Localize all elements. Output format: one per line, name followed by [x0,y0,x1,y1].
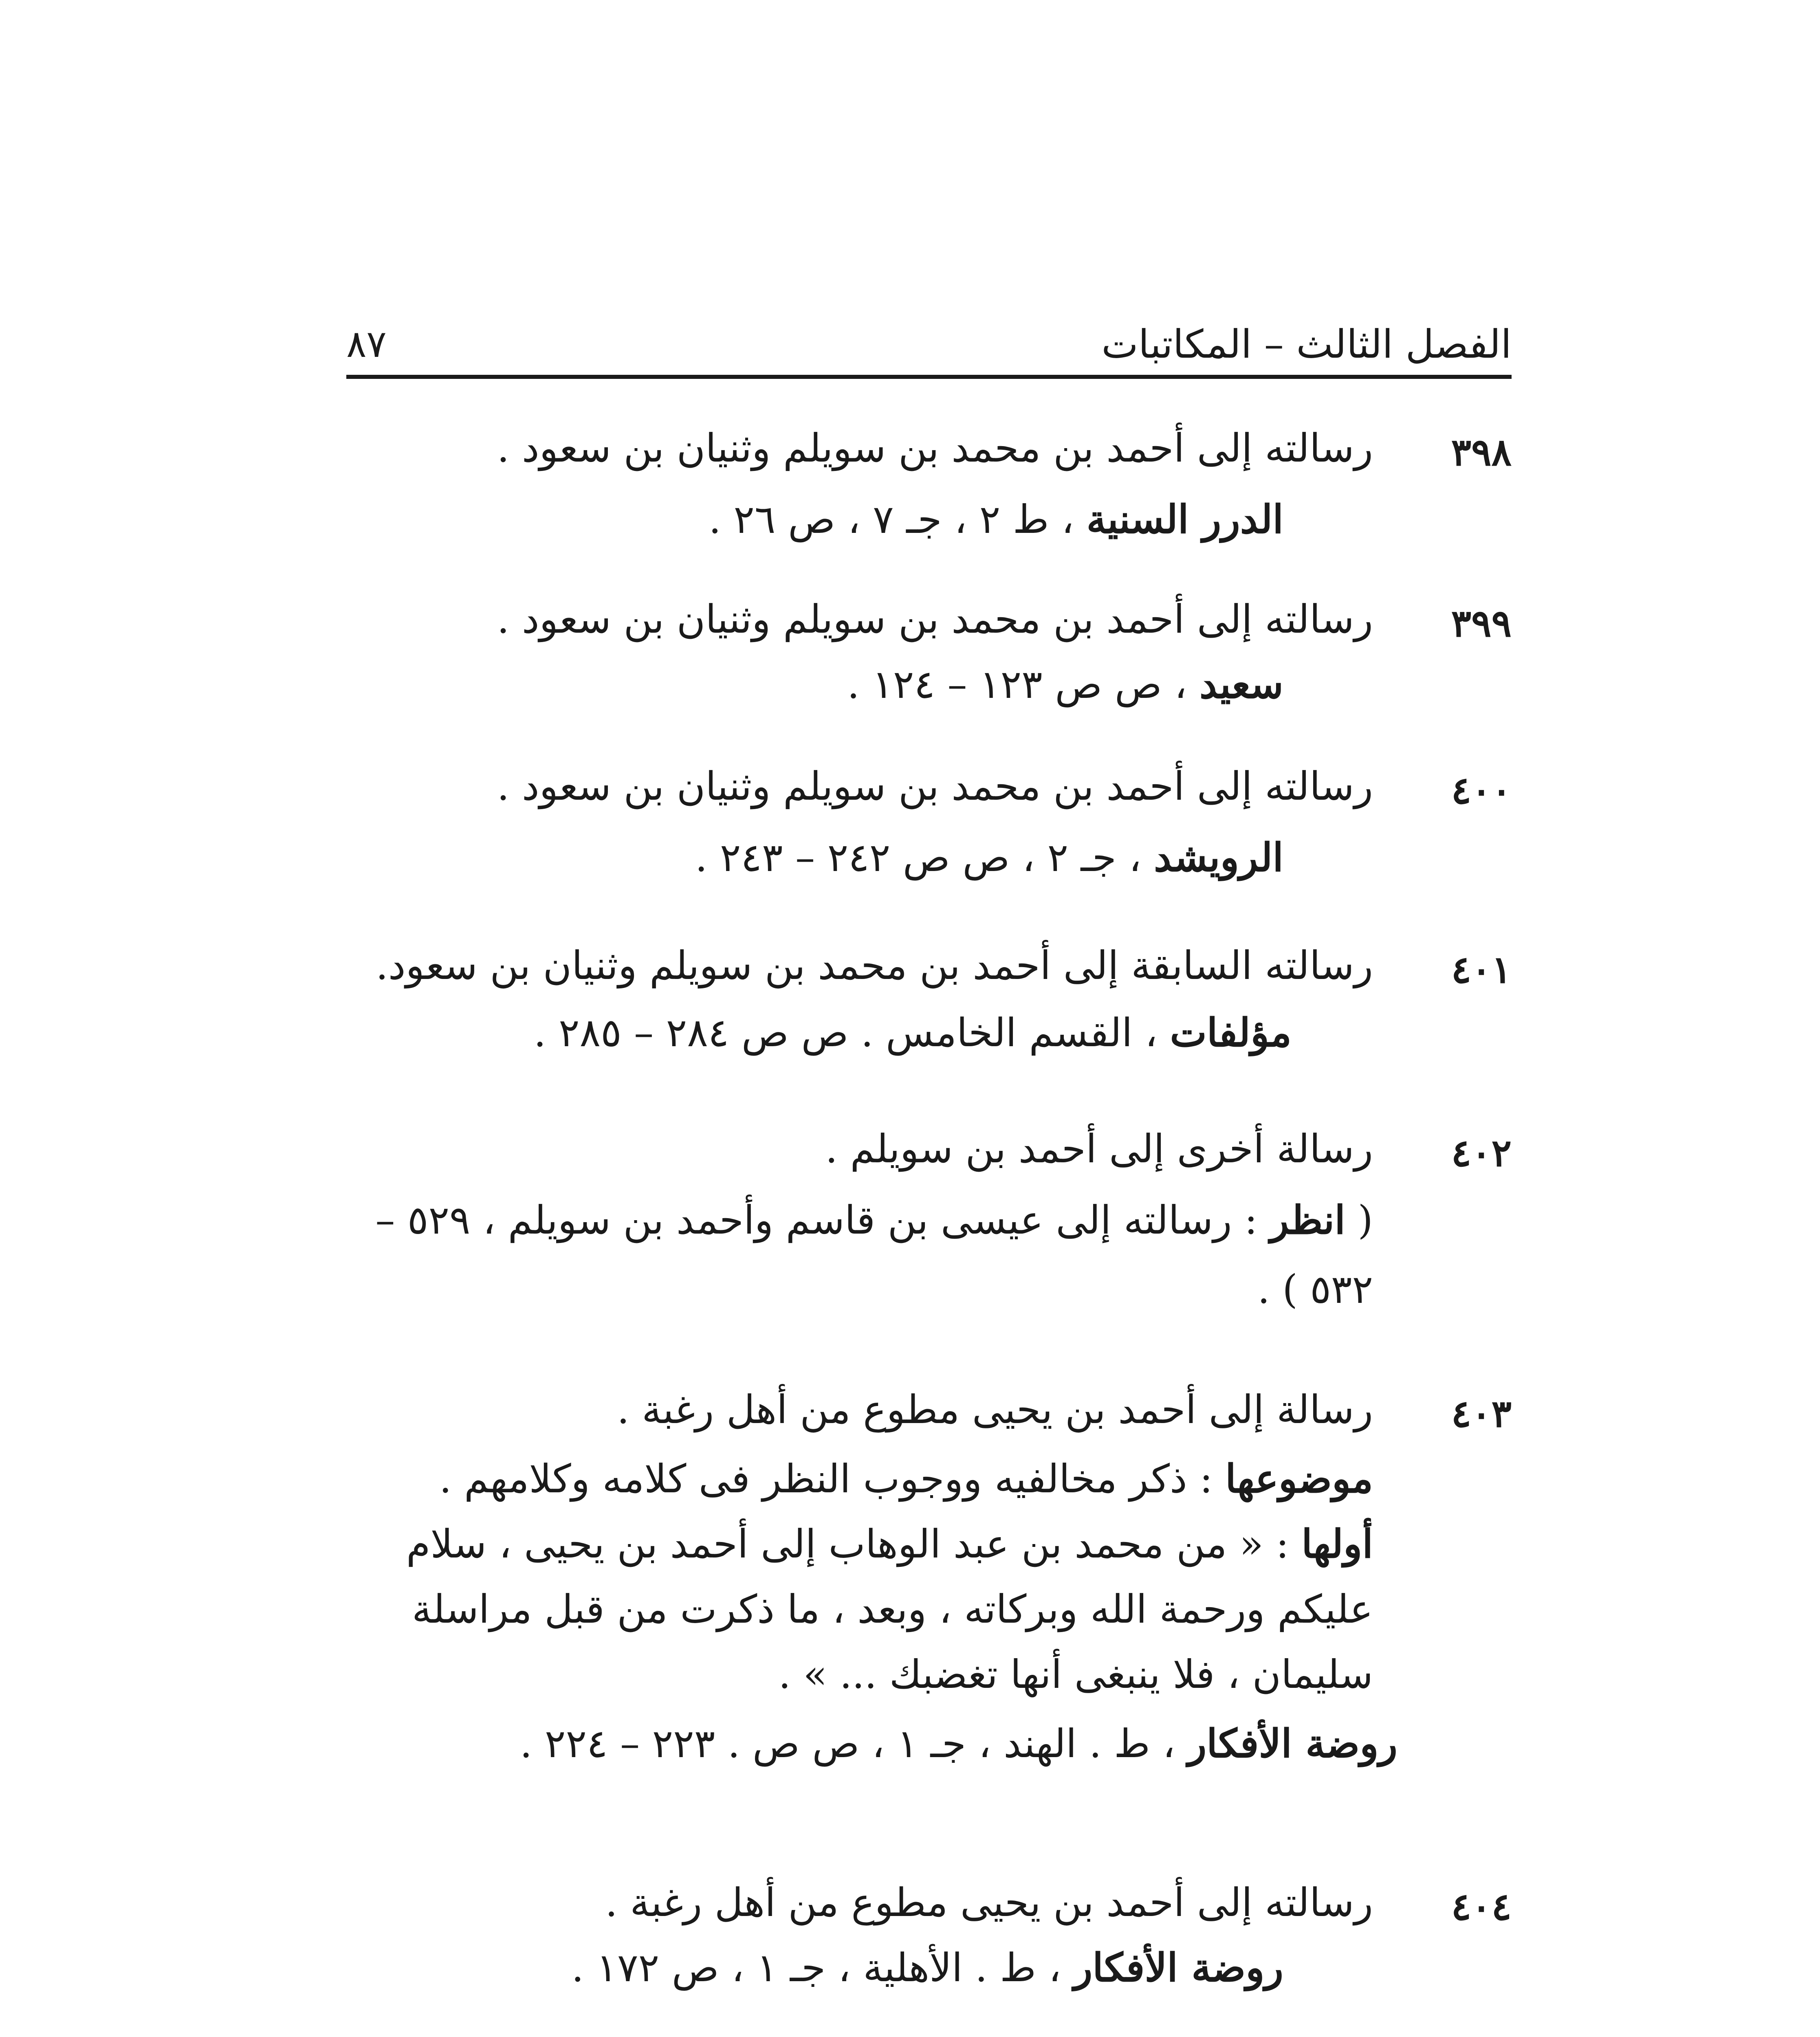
entry-reference [571,1939,1283,1996]
opening-line-2: عليكم ورحمة الله وبركاته ، وبعد ، ما ذكرت من قبل مراسلة [412,1586,1373,1632]
see-text: : رسالته إلى عيسى بن قاسم وأحمد بن سويلم ، ٥٢٩ – [375,1197,1258,1243]
entry-number: ٤٠٢ [1451,1131,1512,1175]
entry-number: ٤٠٤ [1451,1885,1512,1929]
entry-number: ٤٠٣ [1451,1392,1512,1436]
entry-reference [520,1715,1397,1772]
running-header [346,308,1512,381]
entry-number: ٤٠١ [1451,948,1512,992]
reference-details: ، جـ ٢ ، ص ص ٢٤٢ – ٢٤٣ . [695,835,1142,880]
opening-line-1 [406,1516,1373,1573]
see-also-continuation: ٥٣٢ ) . [1257,1267,1373,1312]
topic-text: : ذكر مخالفيه ووجوب النظر فى كلامه وكلامهم . [439,1456,1213,1502]
see-open-paren: ( [1358,1197,1373,1243]
entry-title: رسالة أخرى إلى أحمد بن سويلم . [825,1126,1373,1172]
entry-title: رسالته إلى أحمد بن محمد بن سويلم وثنيان بن سعود . [497,425,1373,471]
entry-reference [847,656,1283,713]
reference-details: ، ص ص ١٢٣ – ١٢٤ . [847,662,1187,707]
header-rule [346,375,1512,379]
entry-number: ٣٩٩ [1451,601,1512,645]
reference-source: مؤلفات [1170,1010,1292,1056]
entry-398 [346,420,1512,558]
entry-number: ٣٩٨ [1451,430,1512,474]
entry-399 [346,591,1512,721]
chapter-title: الفصل الثالث – المكاتبات [1101,321,1512,367]
entry-403 [346,1381,1512,1829]
entry-402 [346,1120,1512,1332]
reference-source: روضة الأفكار [1073,1945,1283,1991]
entry-401 [346,937,1512,1071]
entry-reference [534,1004,1292,1061]
entry-title: رسالته إلى أحمد بن يحيى مطوع من أهل رغبة . [605,1880,1373,1925]
entry-404 [346,1874,1512,2008]
entry-title: رسالته إلى أحمد بن محمد بن سويلم وثنيان بن سعود . [497,596,1373,642]
reference-details: ، ط ٢ ، جـ ٧ ، ص ٢٦ . [709,497,1074,542]
page-number: ٨٧ [346,322,387,366]
entry-reference [695,829,1283,886]
entry-title: رسالته إلى أحمد بن محمد بن سويلم وثنيان بن سعود . [497,763,1373,809]
reference-source: روضة الأفكار [1187,1720,1397,1766]
topic-line [439,1450,1373,1507]
opening-line-3: سليمان ، فلا ينبغى أنها تغضبك ... » . [778,1652,1373,1697]
reference-source: الدرر السنية [1086,496,1283,542]
opening-label: أولها [1301,1521,1373,1567]
entry-number: ٤٠٠ [1451,768,1512,812]
see-label: انظر [1270,1197,1346,1243]
entry-400 [346,758,1512,892]
reference-details: ، ط . الأهلية ، جـ ١ ، ص ١٧٢ . [571,1945,1061,1991]
entry-reference [709,491,1283,548]
see-also-note [375,1192,1373,1249]
reference-source: سعيد [1199,661,1283,707]
entry-title: رسالته السابقة إلى أحمد بن محمد بن سويلم وثنيان بن سعود. [376,943,1373,988]
reference-source: الرويشد [1154,834,1283,880]
entry-title: رسالة إلى أحمد بن يحيى مطوع من أهل رغبة . [617,1387,1373,1432]
reference-details: ، القسم الخامس . ص ص ٢٨٤ – ٢٨٥ . [533,1010,1158,1056]
reference-details: ، ط . الهند ، جـ ١ ، ص ص . ٢٢٣ – ٢٢٤ . [519,1721,1175,1766]
topic-label: موضوعها [1225,1456,1373,1502]
opening-text: : « من محمد بن عبد الوهاب إلى أحمد بن يحيى ، سلام [406,1521,1289,1567]
